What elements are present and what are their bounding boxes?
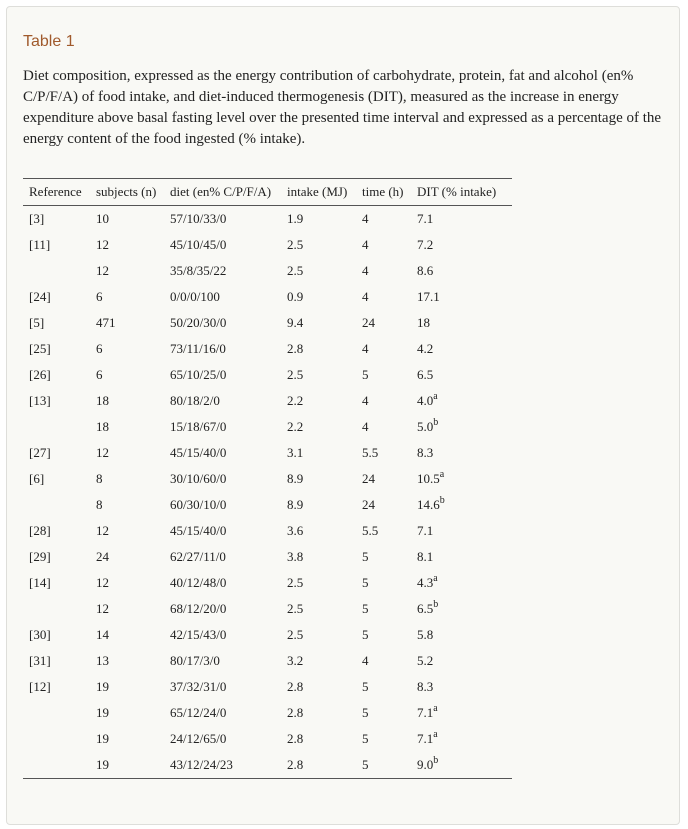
cell-time: 5 [362, 601, 369, 616]
footnote-marker: b [433, 599, 439, 610]
table-row [23, 388, 512, 414]
cell-subjects: 19 [96, 679, 109, 694]
cell-time: 4 [362, 289, 369, 304]
cell-reference [23, 492, 96, 518]
dit-value: 7.1 [417, 705, 434, 720]
cell-diet: 80/18/2/0 [170, 393, 220, 408]
cell-diet: 45/15/40/0 [170, 523, 227, 538]
dit-value: 7.1 [417, 211, 434, 226]
cell-reference: [30] [29, 627, 51, 642]
cell-reference [23, 700, 96, 726]
header-subjects: subjects (n) [96, 179, 170, 206]
cell-reference: [12] [29, 679, 51, 694]
dit-value: 9.0 [417, 757, 434, 772]
cell-intake: 2.2 [287, 419, 304, 434]
dit-value: 4.2 [417, 341, 434, 356]
cell-diet: 65/12/24/0 [170, 705, 227, 720]
cell-subjects: 12 [96, 523, 109, 538]
cell-intake: 2.5 [287, 601, 304, 616]
table-caption: Diet composition, expressed as the energy contribution of carbohydrate, protein, fat and alcohol (en% C/P/F/A) of food intake, and diet-induced thermogenesis (DIT), measured as the increase in energy expenditure above basal fasting level over the presented time interval and expressed as a percentage of the energy content of the food ingested (% intake). [23, 68, 662, 147]
table-row [23, 362, 512, 388]
cell-subjects: 10 [96, 211, 109, 226]
cell-time: 24 [362, 497, 375, 512]
cell-reference: [27] [29, 445, 51, 460]
header-reference: Reference [23, 179, 96, 206]
cell-dit [417, 674, 512, 700]
dit-value: 4.0 [417, 393, 434, 408]
cell-dit [417, 284, 512, 310]
cell-intake: 0.9 [287, 289, 304, 304]
cell-subjects: 19 [96, 705, 109, 720]
cell-reference [23, 596, 96, 622]
cell-subjects: 12 [96, 237, 109, 252]
cell-subjects: 13 [96, 653, 109, 668]
cell-intake: 8.9 [287, 471, 304, 486]
table-row [23, 726, 512, 752]
cell-dit [417, 492, 512, 518]
dit-value: 7.1 [417, 523, 434, 538]
footnote-marker: b [433, 755, 439, 766]
cell-time: 4 [362, 211, 369, 226]
cell-dit [417, 596, 512, 622]
table-row [23, 440, 512, 466]
cell-diet: 50/20/30/0 [170, 315, 227, 330]
table-body [23, 206, 512, 779]
cell-intake: 8.9 [287, 497, 304, 512]
table-title: Table 1 [23, 33, 75, 50]
cell-diet: 62/27/11/0 [170, 549, 226, 564]
dit-value: 5.2 [417, 653, 434, 668]
cell-time: 5 [362, 575, 369, 590]
cell-reference: [29] [29, 549, 51, 564]
cell-subjects: 14 [96, 627, 109, 642]
cell-time: 4 [362, 393, 369, 408]
dit-value: 5.8 [417, 627, 434, 642]
cell-intake: 3.6 [287, 523, 304, 538]
cell-time: 24 [362, 471, 375, 486]
table-row [23, 206, 512, 233]
table-row [23, 648, 512, 674]
cell-diet: 73/11/16/0 [170, 341, 226, 356]
table-row [23, 466, 512, 492]
cell-diet: 43/12/24/23 [170, 752, 287, 779]
cell-time: 4 [362, 263, 369, 278]
dit-value: 8.3 [417, 679, 434, 694]
dit-value: 4.3 [417, 575, 434, 590]
cell-time: 5 [362, 549, 369, 564]
cell-subjects: 8 [96, 497, 103, 512]
cell-dit [417, 362, 512, 388]
cell-dit [417, 336, 512, 362]
cell-dit [417, 700, 512, 726]
cell-reference [23, 726, 96, 752]
cell-reference: [5] [29, 315, 45, 330]
cell-intake: 2.5 [287, 575, 304, 590]
cell-diet: 45/10/45/0 [170, 237, 227, 252]
cell-subjects: 18 [96, 419, 109, 434]
cell-subjects: 8 [96, 471, 103, 486]
cell-dit [417, 726, 512, 752]
cell-dit [417, 466, 512, 492]
cell-diet: 37/32/31/0 [170, 679, 227, 694]
footnote-marker: a [433, 703, 438, 714]
header-diet: diet (en% C/P/F/A) [170, 179, 287, 206]
dit-value: 5.0 [417, 419, 434, 434]
dit-value: 8.3 [417, 445, 434, 460]
table-row [23, 284, 512, 310]
cell-intake: 3.2 [287, 653, 304, 668]
table-row [23, 544, 512, 570]
cell-subjects: 12 [96, 575, 109, 590]
cell-diet: 42/15/43/0 [170, 627, 227, 642]
cell-time: 5 [362, 731, 369, 746]
table-row [23, 700, 512, 726]
cell-time: 5.5 [362, 523, 379, 538]
cell-subjects: 19 [96, 731, 109, 746]
cell-time: 5 [362, 705, 369, 720]
cell-diet: 24/12/65/0 [170, 731, 227, 746]
cell-diet: 0/0/0/100 [170, 289, 220, 304]
cell-reference: [13] [29, 393, 51, 408]
table-row [23, 752, 512, 779]
cell-subjects: 6 [96, 289, 103, 304]
table-row [23, 674, 512, 700]
cell-dit [417, 258, 512, 284]
table-row [23, 596, 512, 622]
cell-dit [417, 752, 512, 779]
cell-reference: [6] [29, 471, 45, 486]
cell-intake: 2.5 [287, 237, 304, 252]
cell-diet: 80/17/3/0 [170, 653, 220, 668]
cell-time: 4 [362, 419, 369, 434]
cell-subjects: 6 [96, 367, 103, 382]
cell-time: 5 [362, 752, 417, 779]
table-row [23, 336, 512, 362]
cell-subjects: 12 [96, 601, 109, 616]
cell-time: 4 [362, 341, 369, 356]
cell-reference: [24] [29, 289, 51, 304]
cell-time: 24 [362, 315, 375, 330]
cell-intake: 3.8 [287, 549, 304, 564]
cell-time: 4 [362, 237, 369, 252]
cell-subjects: 6 [96, 341, 103, 356]
cell-intake: 2.8 [287, 731, 304, 746]
footnote-marker: a [433, 391, 438, 402]
cell-reference: [28] [29, 523, 51, 538]
footnote-marker: a [433, 573, 438, 584]
cell-reference [23, 414, 96, 440]
cell-reference: [3] [29, 211, 45, 226]
footnote-marker: a [433, 729, 438, 740]
table-header-row [23, 179, 512, 206]
dit-value: 8.1 [417, 549, 434, 564]
cell-dit [417, 544, 512, 570]
table-row [23, 518, 512, 544]
dit-value: 14.6 [417, 497, 440, 512]
cell-dit [417, 206, 512, 233]
cell-intake: 2.5 [287, 627, 304, 642]
dit-value: 18 [417, 315, 430, 330]
cell-subjects: 471 [96, 315, 116, 330]
header-time: time (h) [362, 179, 417, 206]
cell-intake: 2.8 [287, 705, 304, 720]
cell-dit [417, 388, 512, 414]
cell-intake: 2.8 [287, 679, 304, 694]
table-row [23, 414, 512, 440]
cell-reference: [31] [29, 653, 51, 668]
cell-dit [417, 570, 512, 596]
cell-dit [417, 414, 512, 440]
dit-value: 7.2 [417, 237, 434, 252]
cell-intake: 3.1 [287, 445, 304, 460]
cell-dit [417, 648, 512, 674]
cell-dit [417, 622, 512, 648]
dit-value: 17.1 [417, 289, 440, 304]
cell-dit [417, 440, 512, 466]
table-row [23, 310, 512, 336]
cell-intake: 2.2 [287, 393, 304, 408]
dit-value: 7.1 [417, 731, 434, 746]
cell-diet: 35/8/35/22 [170, 263, 227, 278]
data-table [23, 178, 512, 779]
dit-value: 6.5 [417, 367, 434, 382]
cell-time: 5 [362, 367, 369, 382]
cell-intake: 2.8 [287, 341, 304, 356]
footnote-marker: b [433, 417, 439, 428]
cell-intake: 9.4 [287, 315, 304, 330]
cell-reference: [25] [29, 341, 51, 356]
table-row [23, 492, 512, 518]
cell-subjects: 12 [96, 445, 109, 460]
cell-time: 5.5 [362, 445, 379, 460]
cell-diet: 65/10/25/0 [170, 367, 227, 382]
cell-dit [417, 310, 512, 336]
cell-reference: [11] [29, 237, 51, 252]
cell-dit [417, 232, 512, 258]
cell-diet: 68/12/20/0 [170, 601, 227, 616]
cell-time: 5 [362, 627, 369, 642]
cell-diet: 45/15/40/0 [170, 445, 227, 460]
cell-reference [23, 752, 96, 779]
table-row [23, 570, 512, 596]
dit-value: 6.5 [417, 601, 434, 616]
header-dit: DIT (% intake) [417, 179, 512, 206]
cell-diet: 60/30/10/0 [170, 497, 227, 512]
table-row [23, 622, 512, 648]
cell-reference: [26] [29, 367, 51, 382]
dit-value: 8.6 [417, 263, 434, 278]
table-row [23, 258, 512, 284]
cell-dit [417, 518, 512, 544]
cell-subjects: 18 [96, 393, 109, 408]
cell-time: 5 [362, 679, 369, 694]
cell-intake: 2.5 [287, 263, 304, 278]
cell-reference [23, 258, 96, 284]
cell-diet: 40/12/48/0 [170, 575, 227, 590]
cell-subjects: 12 [96, 263, 109, 278]
cell-subjects: 24 [96, 549, 109, 564]
cell-time: 4 [362, 653, 369, 668]
cell-intake: 2.5 [287, 367, 304, 382]
cell-diet: 57/10/33/0 [170, 211, 227, 226]
cell-reference: [14] [29, 575, 51, 590]
cell-diet: 30/10/60/0 [170, 471, 227, 486]
cell-subjects: 19 [96, 752, 170, 779]
footnote-marker: a [439, 469, 445, 480]
table-row [23, 232, 512, 258]
dit-value: 10.5 [417, 471, 440, 486]
cell-intake: 2.8 [287, 752, 362, 779]
footnote-marker: b [439, 495, 445, 506]
cell-diet: 15/18/67/0 [170, 419, 227, 434]
header-intake: intake (MJ) [287, 179, 362, 206]
cell-intake: 1.9 [287, 211, 304, 226]
